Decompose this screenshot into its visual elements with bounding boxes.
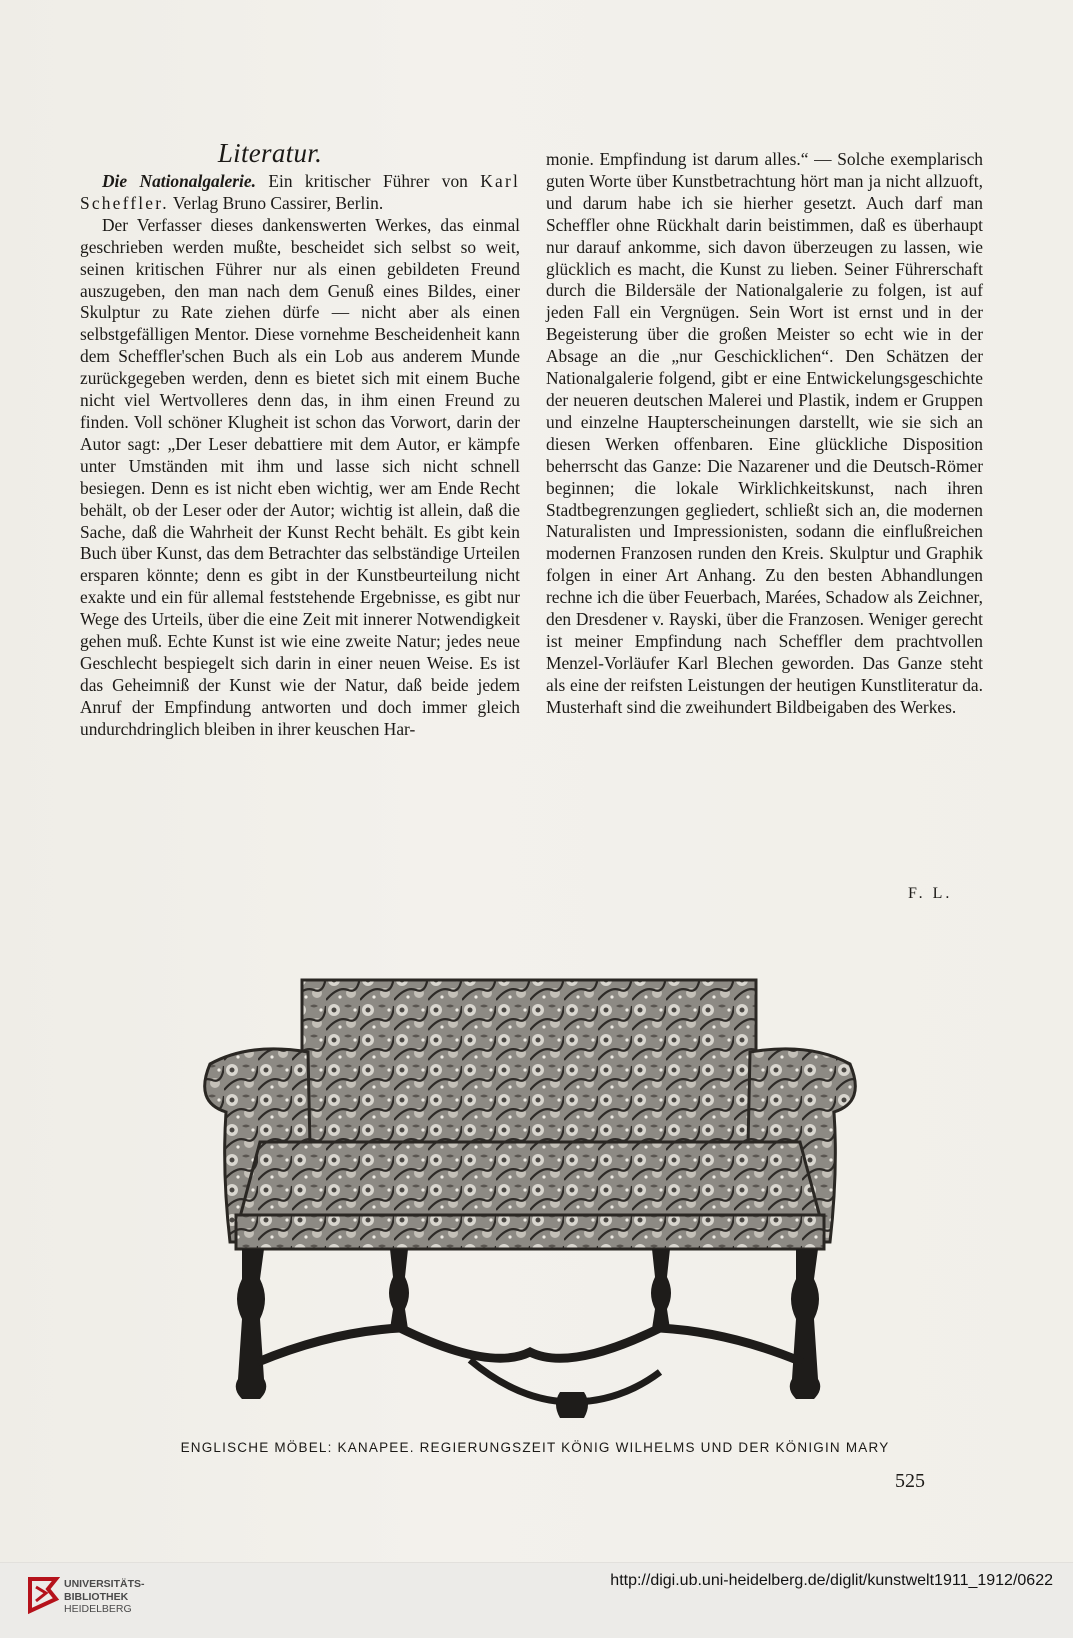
library-name[interactable] bbox=[64, 1578, 145, 1616]
intro-rest: Ein kritischer Führer von bbox=[268, 171, 468, 191]
review-intro bbox=[80, 171, 520, 215]
signature: F. L. bbox=[908, 885, 953, 902]
right-column bbox=[546, 149, 983, 719]
left-column bbox=[80, 171, 520, 741]
library-line-2: BIBLIOTHEK bbox=[64, 1590, 129, 1603]
right-body-text: monie. Empfindung ist darum alles.“ — Solche exemplarisch guten Worte über Kunstbetrachtung hört man ja nicht allzuoft, und darum habe ich sie hierher gesetzt. Auch darf man Scheffler ohne Rückhalt darin beistimmen, daß es überhaupt nur darauf ankomme, sich davon überzeugen zu lassen, wie glücklich es macht, die Kunst zu lieben. Seiner Führerschaft durch die Bildersäle der Nationalgalerie zu folgen, ist auf jeden Fall ein Vergnügen. Sein Wort ist ernst und in der Begeisterung über die großen Meister so echt wie in der Absage an die „nur Geschicklichen“. Den Schätzen der Nationalgalerie folgend, gibt er eine Entwickelungsgeschichte der neueren deutschen Malerei und Plastik, indem er Gruppen und einzelne Haupterscheinungen darstellt, wie sie sich an diesen Werken offenbaren. Eine glückliche Disposition beherrscht das Ganze: Die Nazarener und die Deutsch-Römer beginnen; die lokale Wirklichkeitskunst, nach ihren Stadtbegrenzungen gegliedert, schließt sich an, die modernen Naturalisten und Impressionisten, sodann die einflußreichen modernen Franzosen runden den Kreis. Skulptur und Graphik folgen in einer Art Anhang. Zu den besten Abhandlungen rechne ich die über Feuerbach, Marées, Schadow als Zeichner, den Dresdener v. Rayski, über die Franzosen. Weniger gerecht ist meiner Empfindung nach Scheffler dem prachtvollen Menzel-Vorläufer Karl Blechen geworden. Das Ganze steht als eine der reifsten Leistungen der heutigen Kunstliteratur da. Musterhaft sind die zweihundert Bildbeigaben des Werkes. bbox=[546, 149, 983, 717]
left-body-text: Der Verfasser dieses dankenswerten Werkes, das einmal geschrieben werden mußte, bescheidet sich selbst so weit, seinen kritischen Führer nur als einen gebildeten Freund auszugeben, den man nach dem Genuß eines Bildes, einer Skulptur zu Rate ziehen dürfe — nicht aber als einen selbstgefälligen Mentor. Diese vornehme Bescheidenheit kann dem Scheffler'schen Buch als ein Lob aus anderem Munde zurückgegeben werden, denn es bietet sich mit einem Buche nicht viel Wertvolleres denn das, in ihm einen Freund zu finden. Voll schöner Klugheit ist schon das Vorwort, darin der Autor sagt: „Der Leser debattiere mit dem Autor, er kämpfe unter Umständen mit ihm und lasse sich nicht schnell besiegen. Denn es ist nicht eben wichtig, wer am Ende Recht behält, ob der Leser oder der Autor; wichtig ist allein, daß die Sache, daß die Wahrheit der Kunst Recht behält. Es gibt kein Buch über Kunst, das dem Betrachter das selbständige Urteilen ersparen könnte; denn es gibt in der Kunstbeurteilung nicht exakte und ein für allemal feststehende Ergebnisse, es gibt nur Wege des Urteils, über die eine Zeit mit innerer Notwendigkeit gehen muß. Echte Kunst ist wie eine zweite Natur; jedes neue Geschlecht bespiegelt sich darin in einer neuen Weise. Es ist das Geheimniß der Kunst wie der Natur, daß beide jedem Anruf der Empfindung antworten und doch immer gleich undurchdringlich bleiben in ihrer keuschen Har- bbox=[80, 214, 520, 739]
library-line-3: HEIDELBERG bbox=[64, 1603, 132, 1615]
sofa-photograph bbox=[190, 972, 870, 1442]
author-name: Karl Scheffler. bbox=[80, 171, 520, 213]
library-logo-icon[interactable] bbox=[26, 1575, 60, 1615]
page-number: 525 bbox=[895, 1470, 925, 1492]
section-heading: Literatur. bbox=[217, 138, 323, 168]
image-caption: ENGLISCHE MÖBEL: KANAPEE. REGIERUNGSZEIT KÖNIG WILHELMS UND DER KÖNIGIN MARY bbox=[180, 1440, 890, 1455]
source-url[interactable]: http://digi.ub.uni-heidelberg.de/diglit/kunstwelt1911_1912/0622 bbox=[610, 1572, 1053, 1589]
library-line-1: UNIVERSITÄTS- bbox=[64, 1578, 145, 1590]
book-title: Die Nationalgalerie. bbox=[102, 171, 256, 191]
publisher: Verlag Bruno Cassirer, Berlin. bbox=[172, 192, 384, 213]
